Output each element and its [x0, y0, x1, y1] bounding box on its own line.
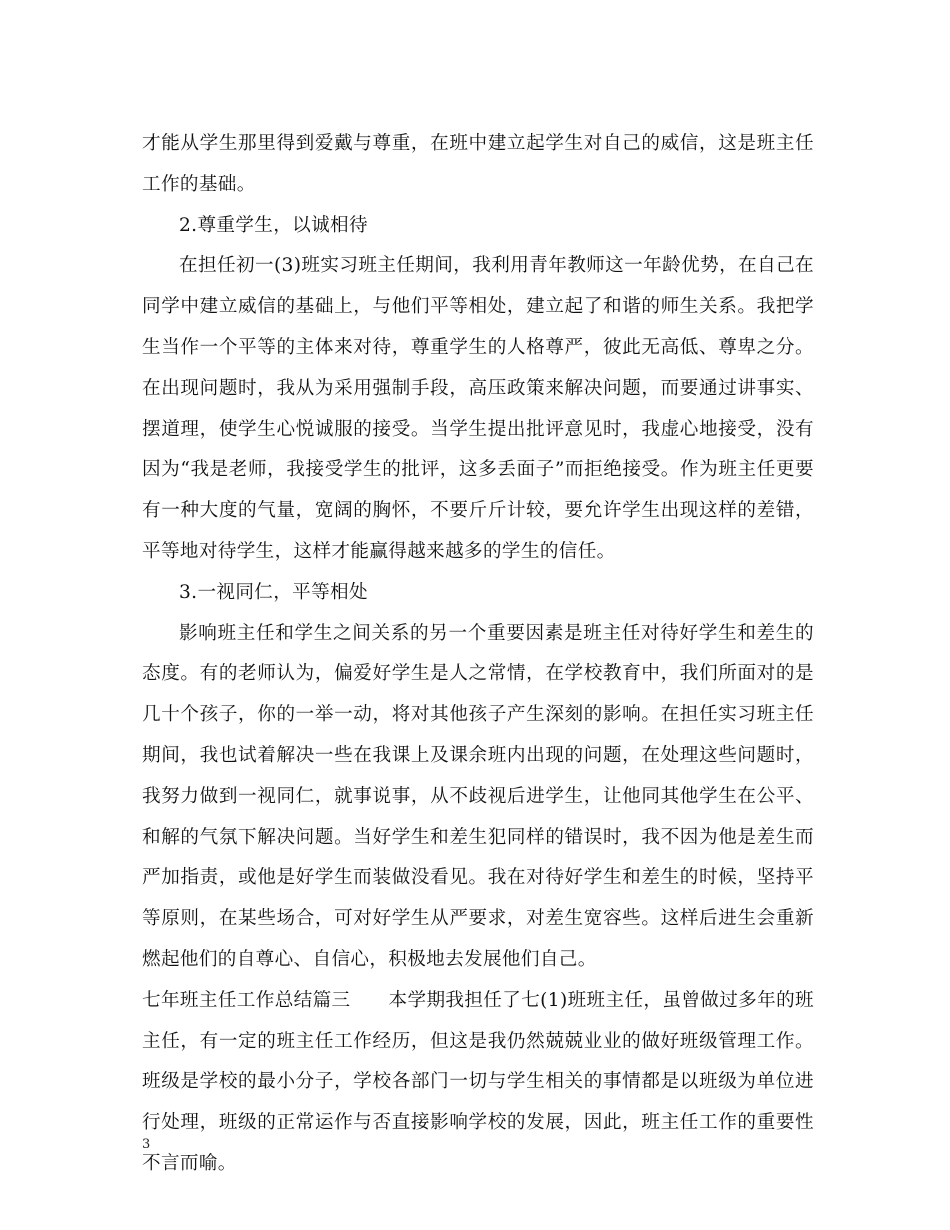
page-number: 3: [142, 1137, 151, 1152]
paragraph-respect-students: 在担任初一(3)班实习班主任期间，我利用青年教师这一年龄优势，在自己在同学中建立威信的基础上，与他们平等相处，建立起了和谐的师生关系。我把学生当作一个平等的主体来对待，尊重学生的人格尊严，彼此无高低、尊卑之分。在出现问题时，我从为采用强制手段，高压政策来解决问题，而要通过讲事实、摆道理，使学生心悦诚服的接受。当学生提出批评意见时，我虚心地接受，没有因为“我是老师，我接受学生的批评，这多丢面子”而拒绝接受。作为班主任更要有一种大度的气量，宽阔的胸怀，不要斤斤计较，要允许学生出现这样的差错，平等地对待学生，这样才能赢得越来越多的学生的信任。: [142, 255, 814, 562]
section-body: 本学期我担任了七(1)班班主任，虽曾做过多年的班主任，有一定的班主任工作经历，但这是我仍然兢兢业业的做好班级管理工作。班级是学校的最小分子，学校各部门一切与学生相关的事情都是以班级为单位进行处理，班级的正常运作与否直接影响学校的发展，因此，班主任工作的重要性不言而喻。: [142, 989, 814, 1174]
heading-treat-equally: 3.一视同仁，平等相处: [179, 581, 368, 603]
section-title: 七年班主任工作总结篇三: [142, 989, 351, 1011]
body-text: [142, 124, 814, 1185]
paragraph-continuation: 才能从学生那里得到爱戴与尊重，在班中建立起学生对自己的威信，这是班主任工作的基础。: [142, 133, 814, 195]
heading-respect-students: 2.尊重学生，以诚相待: [179, 214, 368, 236]
paragraph-section-three: [142, 981, 814, 1185]
paragraph-treat-equally: 影响班主任和学生之间关系的另一个重要因素是班主任对待好学生和差生的态度。有的老师认为，偏爱好学生是人之常情，在学校教育中，我们所面对的是几十个孩子，你的一举一动，将对其他孩子产生深刻的影响。在担任实习班主任期间，我也试着解决一些在我课上及课余班内出现的问题，在处理这些问题时，我努力做到一视同仁，就事说事，从不歧视后进学生，让他同其他学生在公平、和解的气氛下解决问题。当好学生和差生犯同样的错误时，我不因为他是差生而严加指责，或他是好学生而装做没看见。我在对待好学生和差生的时候，坚持平等原则，在某些场合，可对好学生从严要求，对差生宽容些。这样后进生会重新燃起他们的自尊心、自信心，积极地去发展他们自己。: [142, 622, 814, 970]
